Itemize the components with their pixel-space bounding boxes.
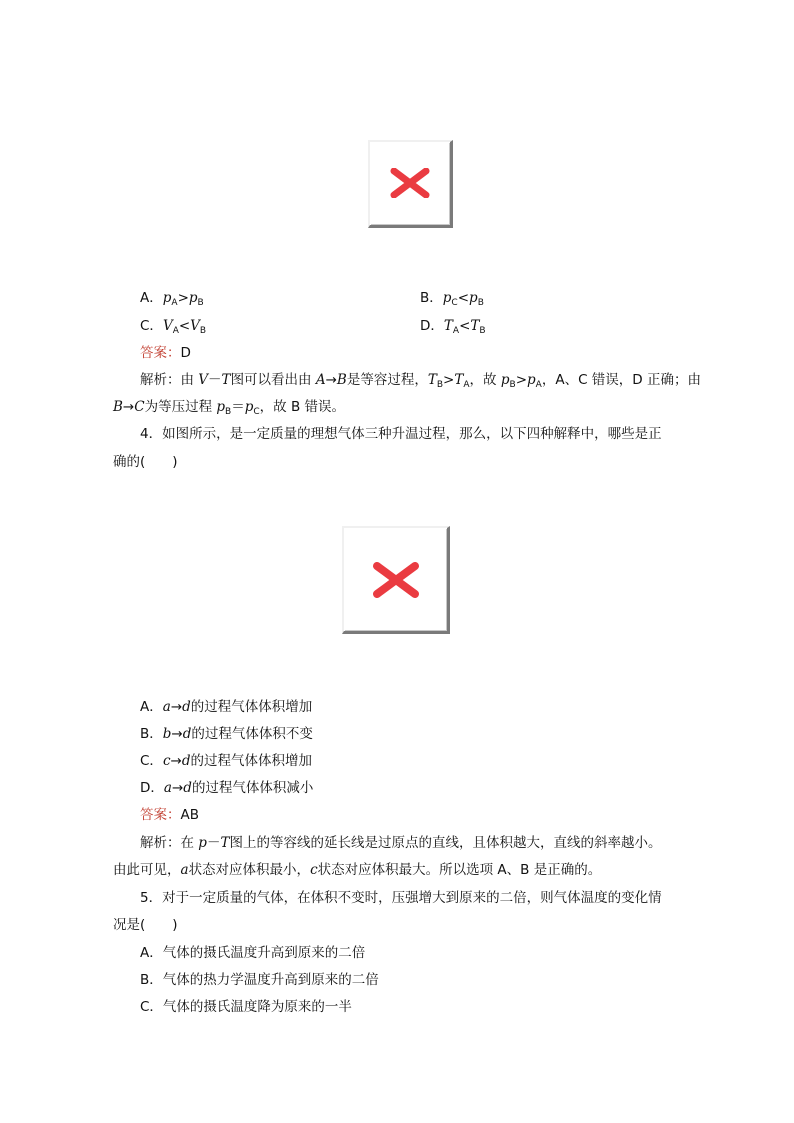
q5-option-a: A．气体的摄氏温度升高到原来的二倍 — [140, 945, 366, 961]
q4-option-b: B．b→d的过程气体体积不变 — [140, 726, 313, 742]
q3-analysis-line-1: 解析：由 V－T图可以看出由 A→B是等容过程，$T_B>T_A$，故 $p_B>p_A$，A、C 错误，D 正确；由 — [140, 372, 701, 390]
q4-answer — [140, 805, 710, 825]
answer-label: 答案： — [140, 807, 181, 823]
answer-label: 答案： — [140, 345, 181, 361]
q3-option-d: D．$T_A<T_B$ — [420, 318, 486, 336]
q5-stem-line-2: 况是( ) — [113, 917, 178, 933]
q5-stem-line-1: 5．对于一定质量的气体，在体积不变时，压强增大到原来的二倍，则气体温度的变化情 — [140, 890, 662, 906]
q3-answer — [140, 343, 710, 363]
q3-analysis-line-2: B→C为等压过程 $p_B=p_C$，故 B 错误。 — [113, 399, 346, 417]
q4-option-c: C．c→d的过程气体体积增加 — [140, 753, 312, 769]
q4-analysis-line-2: 由此可见，a状态对应体积最小，c状态对应体积最大。所以选项 A、B 是正确的。 — [113, 862, 602, 878]
q4-analysis-line-1: 解析：在 p－T图上的等容线的延长线是过原点的直线，且体积越大，直线的斜率越小。 — [140, 835, 662, 851]
q4-option-a: A．a→d的过程气体体积增加 — [140, 699, 313, 715]
q5-option-c: C．气体的摄氏温度降为原来的一半 — [140, 999, 352, 1015]
q4-stem-line-1: 4．如图所示，是一定质量的理想气体三种升温过程，那么，以下四种解释中，哪些是正 — [140, 426, 662, 442]
broken-image-icon — [390, 168, 430, 198]
answer-value: AB — [180, 807, 199, 823]
broken-image-icon — [372, 562, 420, 598]
q4-stem-line-2: 确的( ) — [113, 454, 178, 470]
q5-option-b: B．气体的热力学温度升高到原来的二倍 — [140, 972, 379, 988]
answer-value: D — [180, 345, 191, 361]
q4-option-d: D．a→d的过程气体体积减小 — [140, 780, 314, 796]
q3-option-a: A．$p_A>p_B$ — [140, 290, 204, 308]
q3-option-c: C．$V_A<V_B$ — [140, 318, 207, 336]
q4-figure-placeholder — [342, 526, 450, 634]
q3-figure-placeholder — [368, 140, 453, 228]
q3-option-b: B．$p_C<p_B$ — [420, 290, 484, 308]
